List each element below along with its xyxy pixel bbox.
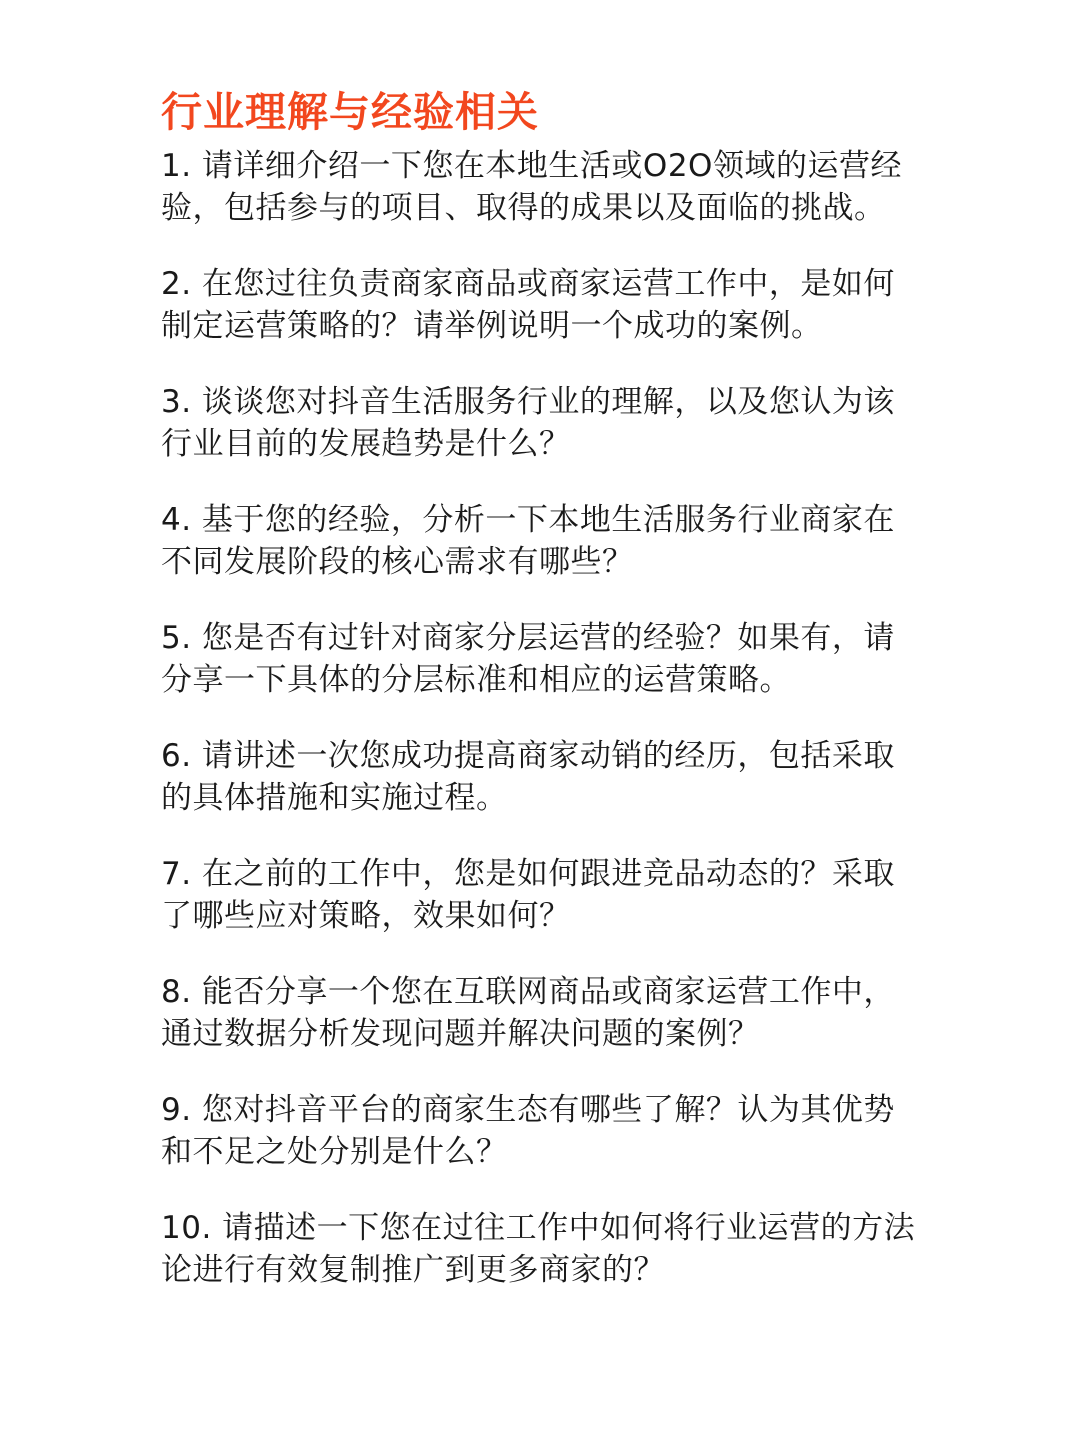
question-item-7: 7. 在之前的工作中，您是如何跟进竞品动态的？采取了哪些应对策略，效果如何？ bbox=[161, 856, 895, 934]
question-item-2: 2. 在您过往负责商家商品或商家运营工作中，是如何制定运营策略的？请举例说明一个成功的案例。 bbox=[161, 266, 895, 344]
page-title: 行业理解与经验相关 bbox=[161, 88, 539, 136]
document-page bbox=[161, 84, 921, 1326]
question-item-3: 3. 谈谈您对抖音生活服务行业的理解，以及您认为该行业目前的发展趋势是什么？ bbox=[161, 384, 895, 462]
question-item-9: 9. 您对抖音平台的商家生态有哪些了解？认为其优势和不足之处分别是什么？ bbox=[161, 1092, 895, 1170]
question-list bbox=[161, 146, 921, 1291]
question-item-1: 1. 请详细介绍一下您在本地生活或O2O领域的运营经验，包括参与的项目、取得的成果以及面临的挑战。 bbox=[161, 148, 902, 226]
question-item-4: 4. 基于您的经验，分析一下本地生活服务行业商家在不同发展阶段的核心需求有哪些？ bbox=[161, 502, 895, 580]
question-item-6: 6. 请讲述一次您成功提高商家动销的经历，包括采取的具体措施和实施过程。 bbox=[161, 738, 895, 816]
question-item-10: 10. 请描述一下您在过往工作中如何将行业运营的方法论进行有效复制推广到更多商家的？ bbox=[161, 1210, 916, 1288]
question-item-5: 5. 您是否有过针对商家分层运营的经验？如果有，请分享一下具体的分层标准和相应的运营策略。 bbox=[161, 620, 895, 698]
question-item-8: 8. 能否分享一个您在互联网商品或商家运营工作中，通过数据分析发现问题并解决问题的案例？ bbox=[161, 974, 895, 1052]
